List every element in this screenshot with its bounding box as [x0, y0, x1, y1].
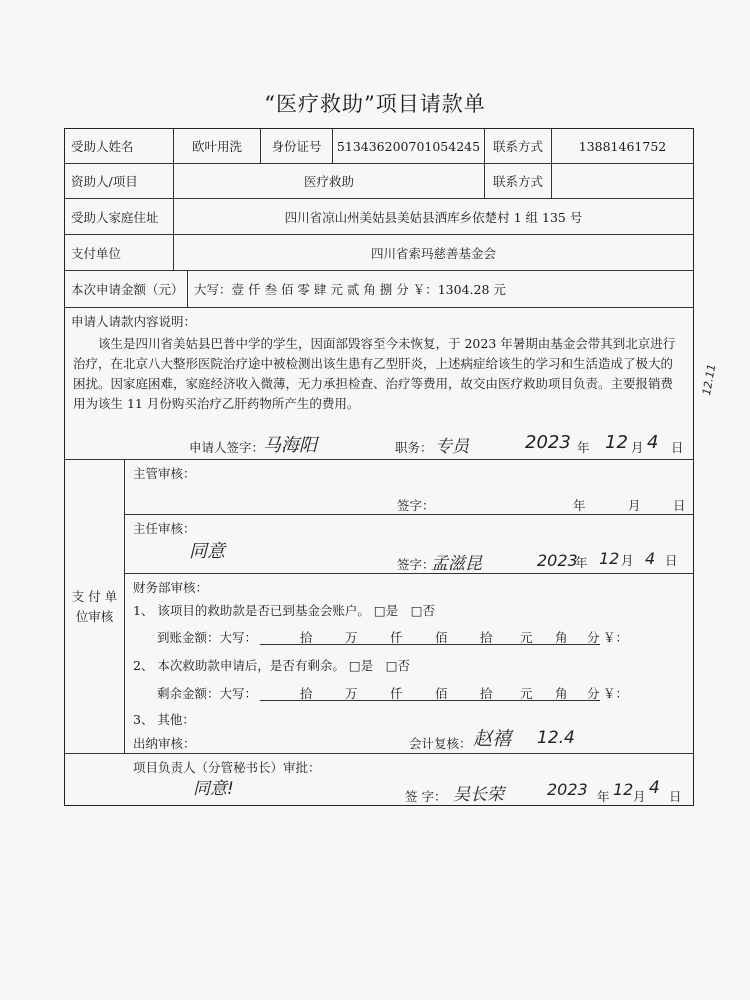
id-value: 513436200701054245 [333, 129, 485, 163]
payer-label: 支付单位 [65, 235, 174, 270]
margin-note: 12.11 [700, 362, 719, 397]
application-date-year: 2023 [525, 432, 571, 453]
application-date-day: 4 [647, 432, 659, 453]
director-day: 4 [645, 549, 656, 568]
arrival-unit-6: 元 [520, 630, 533, 645]
application-year-label: 年 [577, 440, 590, 455]
arrival-unit-8: 分 [587, 630, 600, 645]
project-lead-year: 2023 [547, 780, 588, 799]
director-month: 12 [599, 549, 620, 568]
applicant-signature: 马海阳 [263, 435, 317, 456]
director-label: 主任审核： [133, 521, 196, 536]
application-date-month: 12 [605, 432, 628, 453]
payer-value: 四川省索玛慈善基金会 [370, 245, 496, 261]
arrival-unit-5: 拾 [480, 630, 493, 645]
application-day-label: 日 [671, 440, 684, 455]
remain-unit-1: 拾 [300, 686, 313, 701]
contact-label: 联系方式 [485, 129, 552, 163]
project-lead-signature: 吴长荣 [453, 785, 504, 805]
address-value: 四川省凉山州美姑县美姑县洒库乡依楚村 1 组 135 号 [284, 209, 583, 225]
project-lead-day: 4 [649, 778, 660, 798]
project-lead-sig-label: 签 字： [405, 789, 447, 804]
director-day-label: 日 [665, 553, 678, 568]
director-sig-label: 签字： [397, 557, 435, 572]
director-comment: 同意 [189, 541, 225, 562]
project-lead-day-label: 日 [669, 789, 682, 804]
arrival-unit-2: 万 [345, 630, 358, 645]
accountant-label: 会计复核： [409, 736, 472, 751]
finance-review [125, 574, 693, 754]
remain-unit-2: 万 [345, 686, 358, 701]
row-amount [65, 271, 693, 308]
sponsor-contact-label: 联系方式 [485, 164, 552, 198]
page-title: “医疗救助”项目请款单 [264, 92, 486, 116]
supervisor-review [125, 460, 693, 515]
applicant-sig-label: 申请人签字： [189, 440, 265, 455]
director-year: 2023 [537, 551, 578, 570]
sponsor-label: 资助人/项目 [65, 164, 174, 198]
row-recipient [65, 129, 693, 164]
remain-amount-label: 剩余金额：大写： [157, 686, 258, 701]
finance-question-1: 1、 该项目的救助款是否已到基金会账户。 □是 □否 [133, 603, 436, 618]
supervisor-sig-label: 签字： [397, 498, 435, 513]
arrival-unit-4: 佰 [435, 630, 448, 645]
project-lead-month-label: 月 [633, 789, 646, 804]
finance-question-3: 3、 其他： [133, 712, 195, 727]
request-form [64, 128, 694, 806]
name-value: 欧叶用洗 [174, 129, 261, 163]
row-payer [65, 235, 693, 271]
remain-unit-7: 角 [555, 686, 568, 701]
remain-unit-4: 佰 [435, 686, 448, 701]
sponsor-contact-value [552, 164, 693, 198]
arrival-amount-label: 到账金额：大写： [157, 630, 258, 645]
row-address [65, 199, 693, 235]
payer-review-side [65, 460, 125, 754]
address-label: 受助人家庭住址 [65, 199, 174, 234]
application-section [65, 308, 693, 460]
arrival-yen: ￥： [603, 630, 629, 645]
id-label: 身份证号 [261, 129, 333, 163]
application-month-label: 月 [631, 440, 644, 455]
project-lead-month: 12 [613, 780, 634, 799]
remain-unit-3: 仟 [390, 686, 403, 701]
remain-unit-5: 拾 [480, 686, 493, 701]
remain-unit-6: 元 [520, 686, 533, 701]
remain-yen: ￥： [603, 686, 629, 701]
arrival-unit-7: 角 [555, 630, 568, 645]
amount-label: 本次申请金额（元） [65, 271, 188, 307]
accountant-date: 12.4 [537, 728, 575, 748]
sponsor-value: 医疗救助 [174, 164, 485, 198]
cashier-label: 出纳审核： [133, 736, 196, 751]
director-review [125, 515, 693, 574]
position-label: 职务： [395, 440, 433, 455]
arrival-unit-1: 拾 [300, 630, 313, 645]
name-label: 受助人姓名 [65, 129, 174, 163]
payer-review-side-label: 支 付 单 位审核 [71, 588, 118, 624]
finance-label: 财务部审核： [133, 580, 209, 595]
application-body: 该生是四川省美姑县巴普中学的学生，因面部毁容至今未恢复，于 2023 年暑期由基金会带其到北京进行治疗，在北京八大整形医院治疗途中被检测出该生患有乙型肝炎，上述病症给该生的学习和生活造成了极大的困扰。因家庭困难，家庭经济收入微薄，无力承担检查、治疗等费用，故交由医疗救助项目负责。主要报销费用为该生 11 月份购买治疗乙肝药物所产生的费用。 [73, 336, 676, 411]
arrival-unit-3: 仟 [390, 630, 403, 645]
project-lead-comment: 同意! [193, 779, 234, 799]
finance-question-2: 2、 本次救助款申请后，是否有剩余。 □是 □否 [133, 658, 411, 673]
supervisor-label: 主管审核： [133, 466, 196, 481]
amount-value: 大写：壹 仟 叁 佰 零 肆 元 贰 角 捌 分 ￥：1304.28 元 [194, 282, 506, 297]
remain-unit-8: 分 [587, 686, 600, 701]
contact-value: 13881461752 [578, 138, 667, 154]
accountant-signature: 赵禧 [473, 728, 512, 750]
project-lead-label: 项目负责人（分管秘书长）审批： [133, 760, 321, 775]
project-lead-year-label: 年 [597, 789, 610, 804]
supervisor-day-label: 日 [673, 498, 686, 513]
director-signature: 孟滋昆 [431, 554, 482, 574]
application-heading: 申请人请款内容说明： [71, 314, 197, 329]
supervisor-year-label: 年 [573, 498, 586, 513]
director-year-label: 年 [575, 555, 588, 570]
supervisor-month-label: 月 [628, 498, 641, 513]
position-value: 专员 [435, 437, 469, 457]
row-sponsor [65, 164, 693, 199]
director-month-label: 月 [621, 553, 634, 568]
project-lead-approval [65, 754, 693, 805]
